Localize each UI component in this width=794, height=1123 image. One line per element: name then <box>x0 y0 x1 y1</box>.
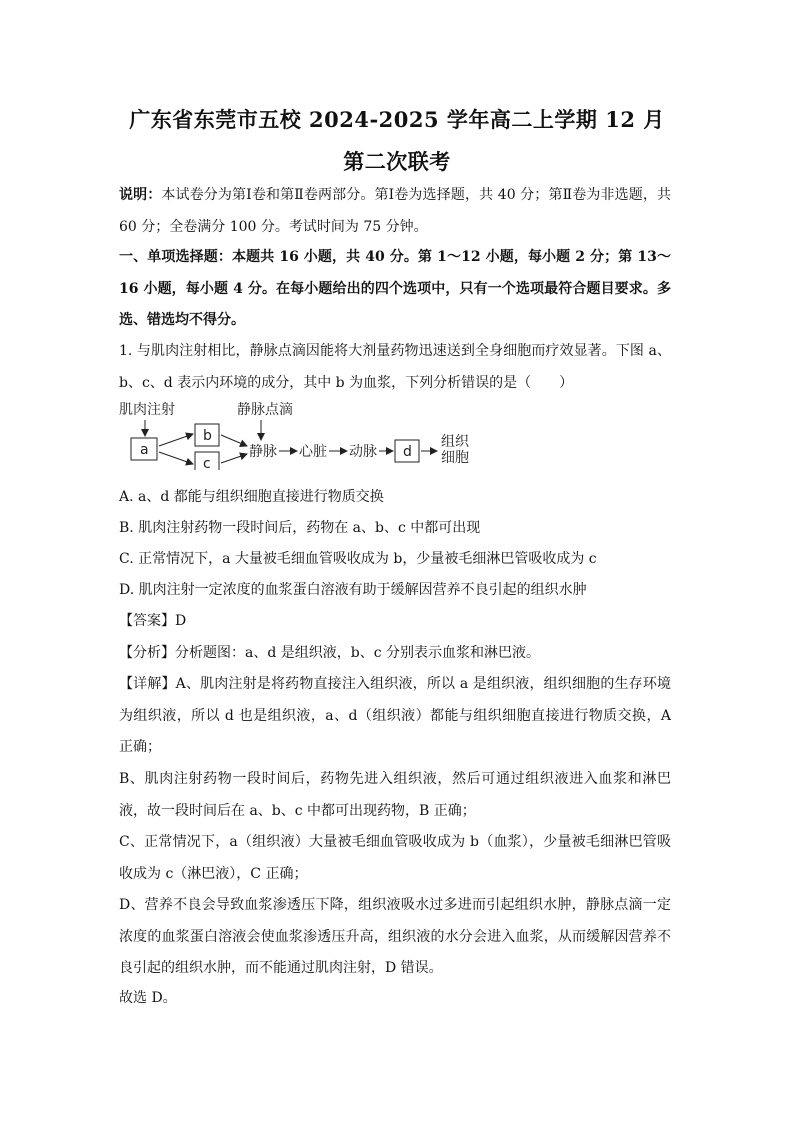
section-heading: 一、单项选择题：本题共 16 小题，共 40 分。第 1～12 小题，每小题 2 分；第 13～16 小题，每小题 4 分。在每小题给出的四个选项中，只有一个选项最符合题目要求。多选、错选均不得分。 <box>119 249 671 328</box>
label-heart: 心脏 <box>299 444 327 460</box>
option-a: A. a、d 都能与组织细胞直接进行物质交换 <box>119 489 384 505</box>
analysis: 【分析】分析题图：a、d 是组织液，b、c 分别表示血浆和淋巴液。 <box>119 645 541 661</box>
label-intramuscular: 肌肉注射 <box>119 402 175 418</box>
doc-title-line2: 第二次联考 <box>343 149 451 174</box>
arrow-c-to-vein <box>221 454 247 463</box>
answer: 【答案】D <box>119 613 187 629</box>
exam-note-text: 本试卷分为第Ⅰ卷和第Ⅱ卷两部分。第Ⅰ卷为选择题，共 40 分；第Ⅱ卷为非选题，共 60 分；全卷满分 100 分。考试时间为 75 分钟。 <box>119 187 671 235</box>
label-artery: 动脉 <box>349 444 377 460</box>
doc-title-line1: 广东省东莞市五校 2024-2025 学年高二上学期 12 月 <box>129 107 665 132</box>
detail-c: C、正常情况下，a（组织液）大量被毛细血管吸收成为 b（血浆），少量被毛细淋巴管吸收成为 c（淋巴液），C 正确； <box>119 834 671 882</box>
box-d-label: d <box>403 444 412 460</box>
box-b-label: b <box>203 428 212 444</box>
arrow-b-to-vein <box>221 435 247 446</box>
box-c-label: c <box>203 456 211 470</box>
arrow-a-to-c <box>159 452 193 464</box>
exam-note-label: 说明： <box>119 187 162 203</box>
option-d: D. 肌肉注射一定浓度的血浆蛋白溶液有助于缓解因营养不良引起的组织水肿 <box>119 582 587 598</box>
detail-b: B、肌肉注射药物一段时间后，药物先进入组织液，然后可通过组织液进入血浆和淋巴液，故一段时间后在 a、b、c 中都可出现药物，B 正确； <box>119 771 671 819</box>
detail-d: D、营养不良会导致血浆渗透压下降，组织液吸水过多进而引起组织水肿，静脉点滴一定浓度的血浆蛋白溶液会使血浆渗透压升高，组织液的水分会进入血浆，从而缓解因营养不良引起的组织水肿，而不能通过肌肉注射，D 错误。 <box>119 897 671 976</box>
conclusion: 故选 D。 <box>119 990 177 1006</box>
exam-note <box>119 180 671 243</box>
option-b: B. 肌肉注射药物一段时间后，药物在 a、b、c 中都可出现 <box>119 520 481 536</box>
arrow-a-to-b <box>159 434 193 446</box>
option-c: C. 正常情况下，a 大量被毛细血管吸收成为 b，少量被毛细淋巴管吸收成为 c <box>119 551 597 567</box>
label-tissue-1: 组织 <box>441 434 469 450</box>
label-tissue-2: 细胞 <box>441 450 469 466</box>
label-intravenous: 静脉点滴 <box>237 402 293 418</box>
body-fluid-diagram <box>119 398 489 470</box>
box-a-label: a <box>140 442 149 458</box>
question-1-stem: 1. 与肌肉注射相比，静脉点滴因能将大剂量药物迅速送到全身细胞而疗效显著。下图 a、b、c、d 表示内环境的成分，其中 b 为血浆，下列分析错误的是（ ） <box>119 343 671 391</box>
label-vein: 静脉 <box>249 444 277 460</box>
detail-a: 【详解】A、肌肉注射是将药物直接注入组织液，所以 a 是组织液，组织细胞的生存环境为组织液，所以 d 也是组织液，a、d（组织液）都能与组织细胞直接进行物质交换，A 正确； <box>119 676 671 755</box>
